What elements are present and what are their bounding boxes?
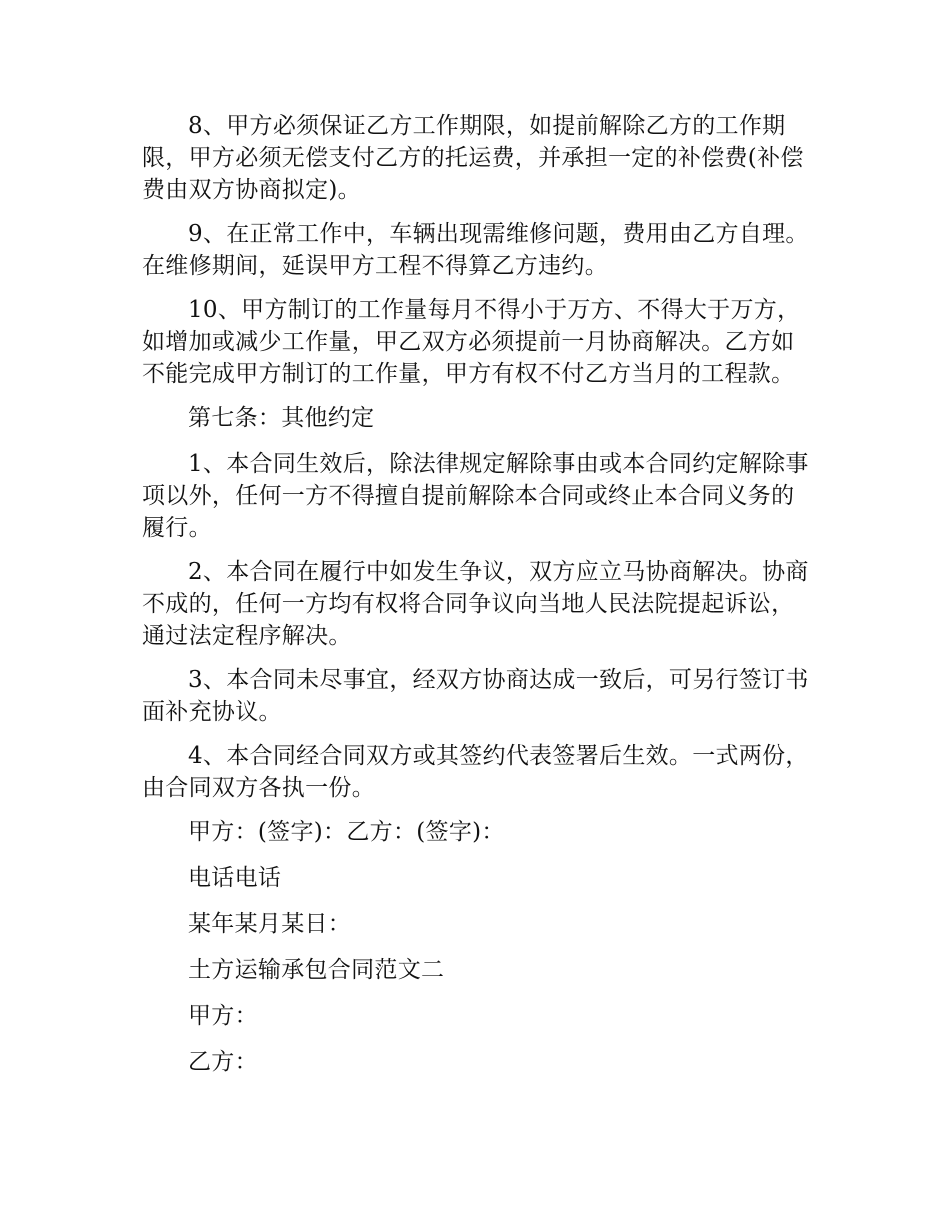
- article-7-item-4: 4、本合同经合同双方或其签约代表签署后生效。一式两份，由合同双方各执一份。: [142, 743, 809, 801]
- clause-8: 8、甲方必须保证乙方工作期限，如提前解除乙方的工作期限，甲方必须无偿支付乙方的托运费，并承担一定的补偿费(补偿费由双方协商拟定)。: [142, 113, 804, 203]
- article-7-item-2: 2、本合同在履行中如发生争议，双方应立马协商解决。协商不成的，任何一方均有权将合同争议向当地人民法院提起诉讼，通过法定程序解决。: [142, 559, 809, 649]
- clause-9: 9、在正常工作中，车辆出现需维修问题，费用由乙方自理。在维修期间，延误甲方工程不得算乙方违约。: [142, 221, 809, 279]
- second-contract-title: 土方运输承包合同范文二: [188, 957, 445, 983]
- phone-line: 电话电话: [188, 865, 282, 891]
- document-body: [142, 110, 814, 1092]
- party-b-line: 乙方：: [188, 1049, 258, 1075]
- clause-10: 10、甲方制订的工作量每月不得小于万方、不得大于万方，如增加或减少工作量，甲乙双方必须提前一月协商解决。乙方如不能完成甲方制订的工作量，甲方有权不付乙方当月的工程款。: [142, 297, 801, 387]
- date-line: 某年某月某日：: [188, 911, 352, 937]
- article-7-item-1: 1、本合同生效后，除法律规定解除事由或本合同约定解除事项以外，任何一方不得擅自提前解除本合同或终止本合同义务的履行。: [142, 451, 809, 541]
- signature-line: 甲方：(签字)：乙方：(签字)：: [188, 819, 505, 845]
- section-heading-article-7: 第七条：其他约定: [188, 405, 375, 431]
- article-7-item-3: 3、本合同未尽事宜，经双方协商达成一致后，可另行签订书面补充协议。: [142, 667, 809, 725]
- party-a-line: 甲方：: [188, 1003, 258, 1029]
